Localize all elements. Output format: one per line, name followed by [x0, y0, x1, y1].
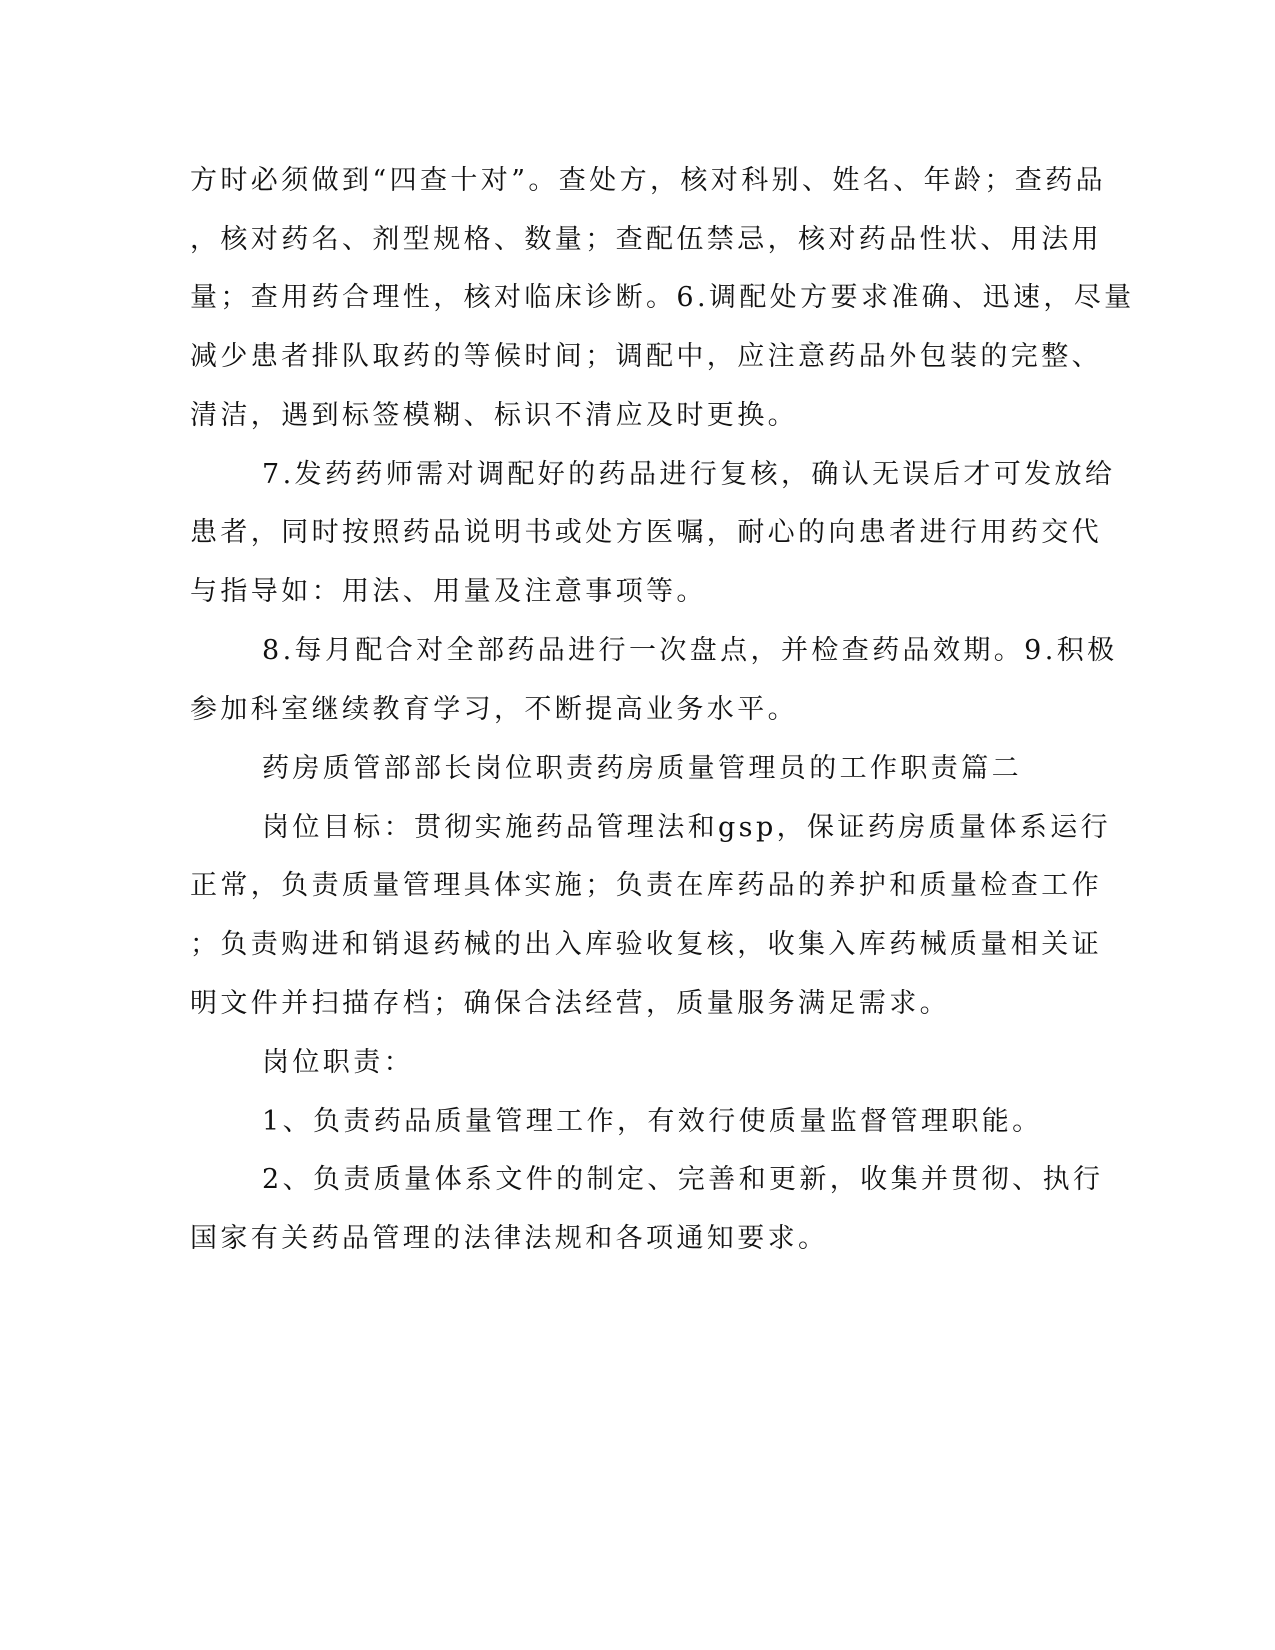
text-line: 岗位职责： [262, 1047, 414, 1078]
text-line: ，核对药名、剂型规格、数量；查配伍禁忌，核对药品性状、用法用 [190, 224, 1102, 255]
text-line: 1、负责药品质量管理工作，有效行使质量监督管理职能。 [262, 1106, 1043, 1137]
text-line: 患者，同时按照药品说明书或处方医嘱，耐心的向患者进行用药交代 [190, 517, 1102, 548]
text-line: 方时必须做到“四查十对”。查处方，核对科别、姓名、年龄；查药品 [190, 165, 1107, 196]
text-line: ；负责购进和销退药械的出入库验收复核，收集入库药械质量相关证 [190, 929, 1102, 960]
text-line: 与指导如：用法、用量及注意事项等。 [190, 576, 707, 607]
text-line: 清洁，遇到标签模糊、标识不清应及时更换。 [190, 400, 798, 431]
text-line: 量；查用药合理性，核对临床诊断。6.调配处方要求准确、迅速，尽量 [190, 282, 1135, 313]
text-line: 参加科室继续教育学习，不断提高业务水平。 [190, 694, 798, 725]
section-heading: 药房质管部部长岗位职责药房质量管理员的工作职责篇二 [262, 753, 1022, 784]
text-line: 明文件并扫描存档；确保合法经营，质量服务满足需求。 [190, 988, 950, 1019]
text-line: 岗位目标：贯彻实施药品管理法和gsp，保证药房质量体系运行 [262, 812, 1112, 843]
text-line: 2、负责质量体系文件的制定、完善和更新，收集并贯彻、执行 [262, 1164, 1104, 1195]
text-line: 减少患者排队取药的等候时间；调配中，应注意药品外包装的完整、 [190, 341, 1102, 372]
text-line: 8.每月配合对全部药品进行一次盘点，并检查药品效期。9.积极 [262, 635, 1118, 666]
text-line: 正常，负责质量管理具体实施；负责在库药品的养护和质量检查工作 [190, 870, 1102, 901]
text-line: 国家有关药品管理的法律法规和各项通知要求。 [190, 1223, 829, 1254]
text-line: 7.发药药师需对调配好的药品进行复核，确认无误后才可发放给 [262, 459, 1116, 490]
